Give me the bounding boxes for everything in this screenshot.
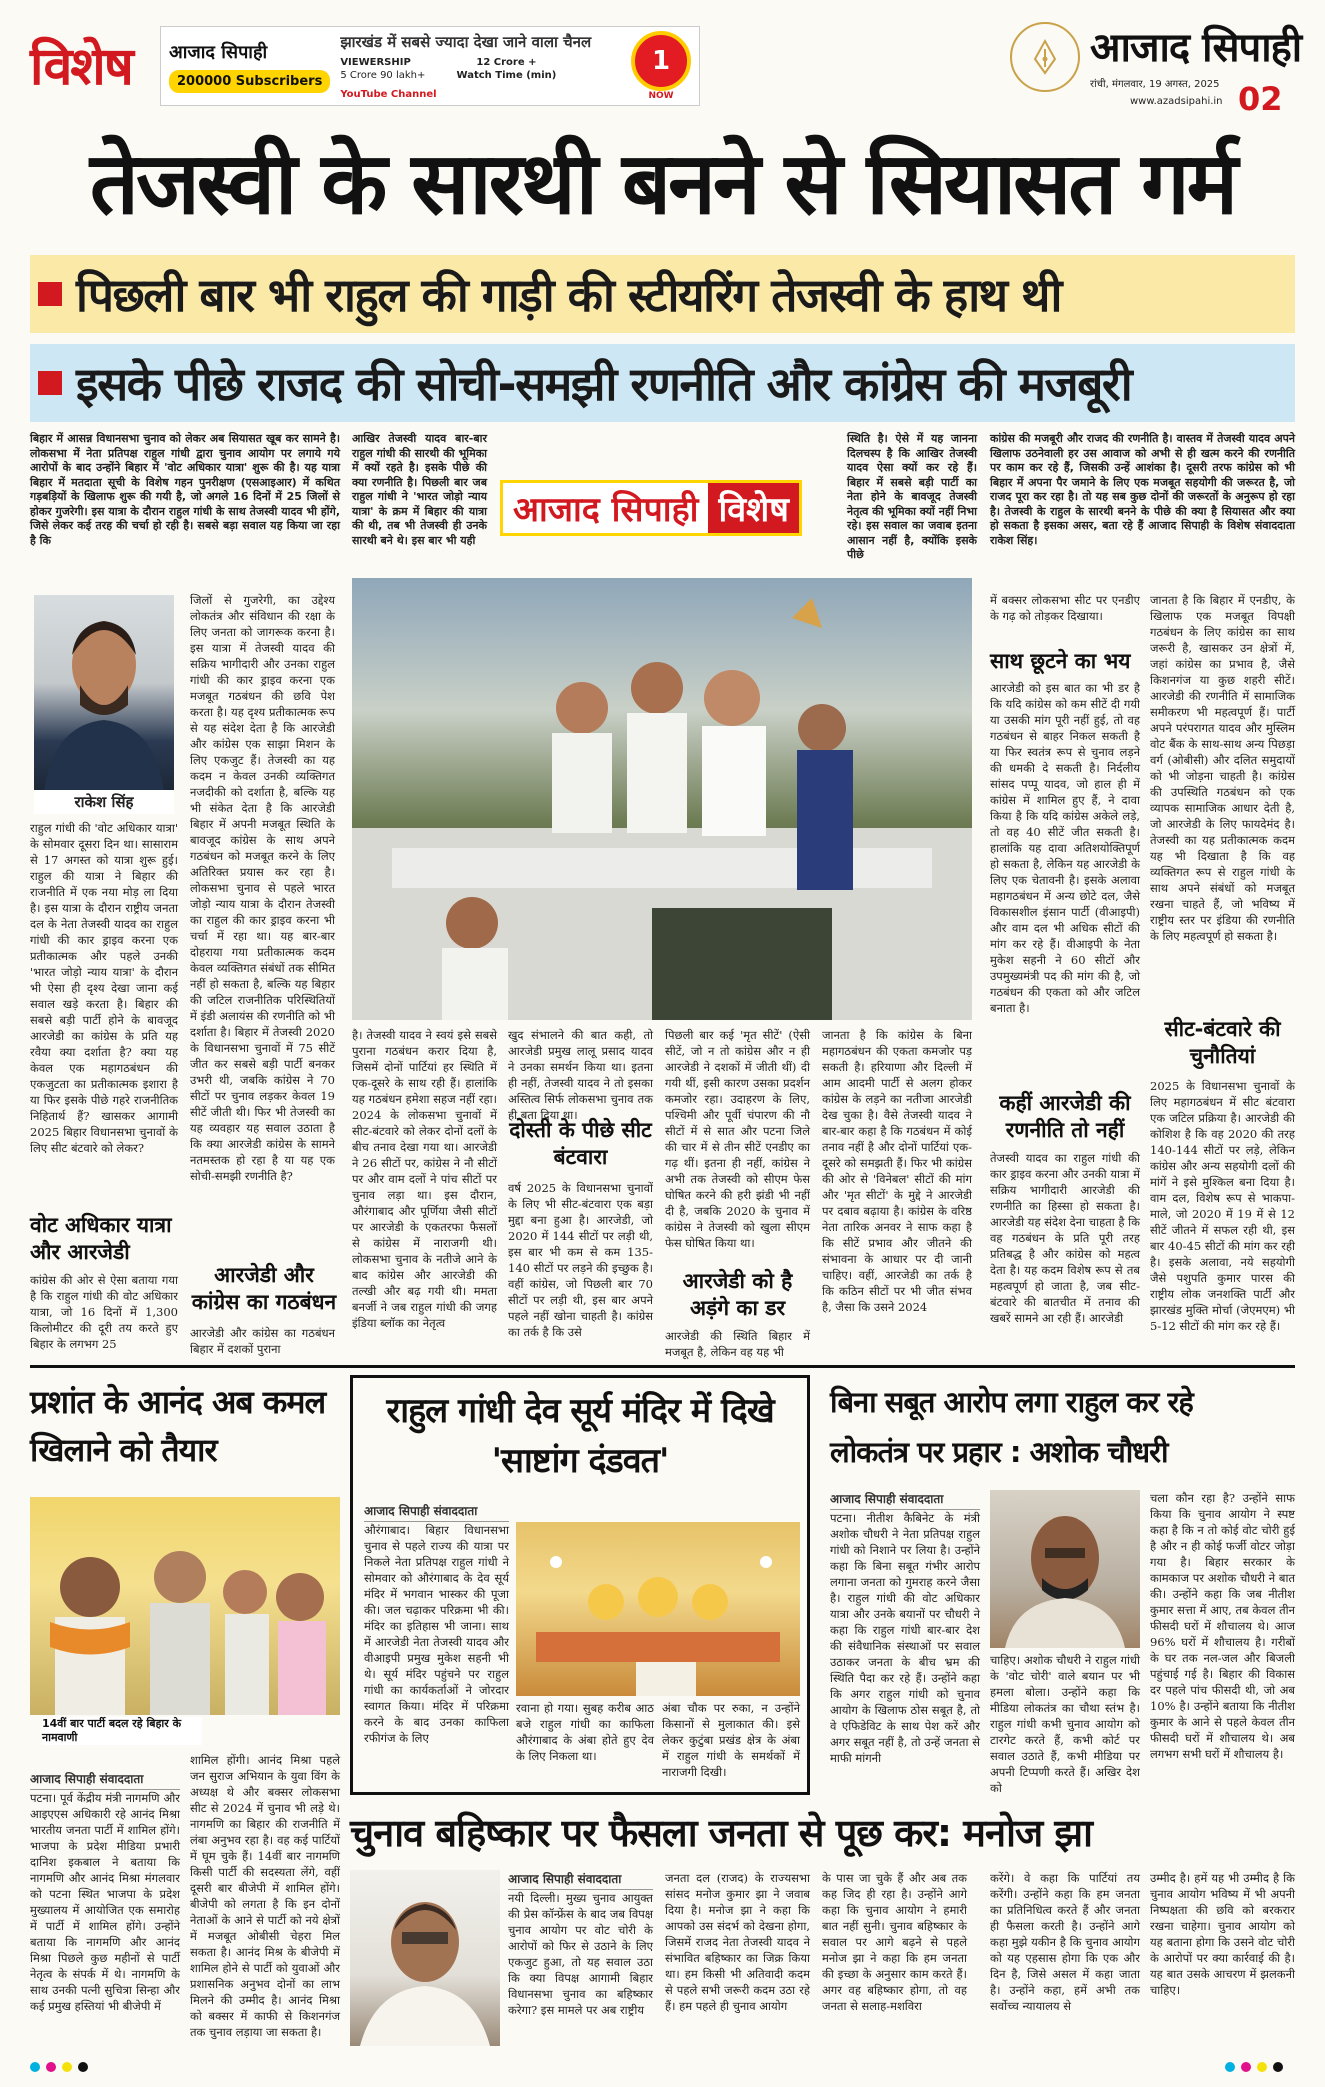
ad-brand: आजाद सिपाही [169, 41, 268, 63]
section-divider [30, 1365, 1295, 1368]
ashok-photo [990, 1490, 1140, 1648]
lead-mid-subhead3: आरजेडी को है अड़ंगे का डर [682, 1269, 793, 1320]
lead-mid-col1: है। तेजस्वी यादव ने स्वयं इसे सबसे पुराना गठबंधन करार दिया है, जिसमें दोनों पार्टियां हर स्थिति में एक-दूसरे के साथ रही हैं। हालांकि यह गठबंधन हमेशा सहज नहीं रहा। 2024 के लोकसभा चुनावों में सीट-बंटवारे को लेकर दोनों दलों के बीच तनाव देखा गया था। आरजेडी ने 26 सीटों पर, कांग्रेस ने नौ सीटों पर और वाम दलों ने पांच सीटों पर चुनाव लड़ा था। इस दौरान, औरंगाबाद और पूर्णिया जैसी सीटों पर आरजेडी के एकतरफा फैसलों से कांग्रेस में नाराजगी थी। लोकसभा चुनाव के नतीजे आने के बाद कांग्रेस और आरजेडी की तल्खी और बढ़ गयी थी। ममता बनर्जी ने जब राहुल गांधी की जगह इंडिया ब्लॉक का नेतृत्व [352, 1028, 497, 1330]
lead-right-subhead2: कहीं आरजेडी की रणनीति तो नहीं [999, 1091, 1131, 1142]
lead-right-subhead1: साथ छूटने का भय [990, 649, 1131, 673]
black-dot [1273, 2062, 1283, 2072]
rahul-temple-body2: रवाना हो गया। सुबह करीब आठ बजे राहुल गांधी का काफिला औरंगाबाद के अंबा होते हुए देव के लिए निकला था। [516, 1701, 654, 1763]
lead-right-col1b: आरजेडी को इस बात का भी डर है कि यदि कांग्रेस को कम सीटें दी गयी या उसकी मांग पूरी नहीं हुई, तो वह गठबंधन से बाहर निकल सकती है या फिर स्वतंत्र रूप से चुनाव लड़ने की धमकी दे सकती है। निर्दलीय सांसद पप्पू यादव, जो हाल ही में कांग्रेस में शामिल हुए हैं, ने दावा किया है कि यदि कांग्रेस अकेले लड़े, तो वह 40 सीटें जीत सकती है। हालांकि यह दावा अतिशयोक्तिपूर्ण हो सकता है, लेकिन यह आरजेडी के लिए एक चेतावनी है। इसके अलावा महागठबंधन में अन्य छोटे दल, जैसे विकासशील इंसान पार्टी (वीआइपी) और वाम दल भी अधिक सीटों की मांग कर रहे हैं। वीआइपी के नेता मुकेश सहनी ने 60 सीटों और उपमुख्यमंत्री पद की मांग की है, जो गठबंधन की एकता को और जटिल बनाता है। [990, 681, 1140, 1015]
lead-mid-subhead2: दोस्ती के पीछे सीट बंटवारा [509, 1118, 652, 1169]
lead-col1-body: राहुल गांधी की 'वोट अधिकार यात्रा' के सोमवार दूसरा दिन था। सासाराम से 17 अगस्त को यात्रा शुरू हुई। राहुल की यात्रा ने बिहार की राजनीति में एक नया मोड़ ला दिया है। इस यात्रा के दौरान राष्ट्रीय जनता दल के नेता तेजस्वी यादव का राहुल गांधी की कार ड्राइव करना एक प्रतीकात्मक और पहले उनकी 'भारत जोड़ो न्याय यात्रा' के दौरान भी ऐसा ही दृश्य देखा जाना कई सवाल खड़े करता है। बिहार की सबसे बड़ी पार्टी होने के बावजूद आरजेडी का कांग्रेस के प्रति यह रवैया क्या दर्शाता है? क्या यह केवल एक महागठबंधन की एकजुटता का प्रतीकात्मक इशारा है या फिर इसके पीछे गहरे राजनीतिक निहितार्थ हैं? खासकर आगामी 2025 बिहार विधानसभा चुनावों के लिए सीट बंटवारे को लेकर? [30, 821, 178, 1155]
author-photo [34, 595, 174, 790]
lead-col2-body: जिलों से गुजरेगी, का उद्देश्य लोकतंत्र और संविधान की रक्षा के लिए जनता को जागरूक करना है। इस यात्रा में तेजस्वी यादव की सक्रिय भागीदारी और उनका राहुल गांधी की कार ड्राइव करना एक मजबूत गठबंधन की छवि पेश करता है। यह दृश्य प्रतीकात्मक रूप से यह संदेश देता है कि आरजेडी और कांग्रेस एक साझा मिशन के लिए एकजुट हैं। तेजस्वी का यह कदम न केवल उनकी व्यक्तिगत नजदीकी को दर्शाता है, बल्कि यह भी संकेत देता है कि आरजेडी बिहार में अपनी मजबूत स्थिति के बावजूद कांग्रेस के साथ अपने गठबंधन को मजबूत करने के लिए अतिरिक्त प्रयास कर रहा है। लोकसभा चुनाव से पहले भारत जोड़ो न्याय यात्रा के दौरान तेजस्वी का राहुल की कार ड्राइव करना भी चर्चा में रहा था। यह बार-बार दोहराया गया प्रतीकात्मक कदम केवल व्यक्तिगत संबंधों तक सीमित नहीं हो सकता है, बल्कि यह बिहार की जटिल राजनीतिक परिस्थितियों में इंडी अलायंस की रणनीति को भी दर्शाता है। बिहार में तेजस्वी 2020 के विधानसभा चुनावों में 75 सीटें जीत कर सबसे बड़ी पार्टी बनकर उभरी थी, जबकि कांग्रेस ने 70 सीटों पर चुनाव लड़कर केवल 19 सीटें जीती थी। फिर भी तेजस्वी का यह व्यवहार यह सवाल उठाता है कि क्या आरजेडी कांग्रेस के सामने नतमस्तक हो रहा है या यह एक सोची-समझी रणनीति है? [190, 593, 335, 1183]
channel-advertisement: आजाद सिपाही 200000 Subscribers झारखंड में सबसे ज्यादा देखा जाने वाला चैनल VIEWERSHIP 5 Crore 90 lakh+ YouTube Channel 12 Crore + Watch Time (min) 1 NOW [160, 26, 700, 106]
temple-photo [516, 1522, 800, 1696]
lead-intro-3: स्थिति है। ऐसे में यह जानना दिलचस्प है कि आखिर तेजस्वी यादव ऐसा क्यों कर रहे हैं। बिहार में सबसे बड़ी पार्टी का नेता होने के बावजूद तेजस्वी नेतृत्व की भूमिका क्यों नहीं निभा रहे। इस सवाल का जवाब इतना आसान नहीं है, क्योंकि इसके पीछे [847, 432, 977, 561]
yellow-dot [62, 2062, 72, 2072]
rahul-temple-body: औरंगाबाद। बिहार विधानसभा चुनाव से पहले राज्य की यात्रा पर निकले नेता प्रतिपक्ष राहुल गांधी ने सोमवार को औरंगाबाद के देव सूर्य मंदिर में भगवान भास्कर की पूजा की। जल चढ़ाकर परिक्रमा भी की। मंदिर का इतिहास भी जाना। साथ में आरजेडी नेता तेजस्वी यादव और वीआइपी प्रमुख मुकेश सहनी भी थे। सूर्य मंदिर पहुंचने पर राहुल गांधी का कार्यकर्ताओं ने जोरदार स्वागत किया। मंदिर में परिक्रमा करने के बाद उनका काफिला रफीगंज के लिए [364, 1523, 509, 1745]
ashok-headline-2: लोकतंत्र पर प्रहार : अशोक चौधरी [830, 1435, 1168, 1469]
manoj-headline: चुनाव बहिष्कार पर फैसला जनता से पूछ कर: मनोज झा [350, 1811, 1092, 1855]
page-number: 02 [1238, 80, 1283, 118]
website: www.azadsipahi.in [1130, 96, 1223, 107]
newspaper-name: आजाद सिपाही [1090, 24, 1302, 71]
section-label [30, 22, 160, 112]
lead-right-col1: में बक्सर लोकसभा सीट पर एनडीए के गढ़ को तोड़कर दिखाया। [990, 593, 1140, 623]
dateline: रांची, मंगलवार, 19 अगस्त, 2025 [1090, 79, 1220, 90]
lead-col2-body2: आरजेडी और कांग्रेस का गठबंधन बिहार में दशकों पुराना [190, 1326, 335, 1356]
prashant-body2: शामिल होंगी। आनंद मिश्रा पहले जन सुराज अभियान के युवा विंग के अध्यक्ष थे और बक्सर लोकसभा सीट से 2024 में चुनाव भी लड़े थे। नागमणि का बिहार की राजनीति में लंबा अनुभव रहा है। वह कई पार्टियों में घूम चुके हैं। 14वीं बार नागमणि किसी पार्टी की सदस्यता लेंगे, वहीं दूसरी बार बीजेपी में शामिल होंगे। बीजेपी को लगता है कि इन दोनों नेताओं के आने से पार्टी को नये क्षेत्रों में मजबूत ओबीसी चेहरा मिल सकता है। आनंद मिश्र के बीजेपी में शामिल होने से पार्टी को युवाओं और प्रशासनिक अनुभव दोनों का लाभ मिलने की उम्मीद है। आनंद मिश्रा को बक्सर में काफी से किशनगंज तक चुनाव लड़ाया जा सकता है। [190, 1753, 340, 2039]
ashok-body2: चाहिए। अशोक चौधरी ने राहुल गांधी के 'वोट चोरी' वाले बयान पर भी हमला बोला। उन्होंने कहा कि मीडिया लोकतंत्र का चौथा स्तंभ है। राहुल गांधी कभी चुनाव आयोग को टारगेट करते हैं, कभी कोर्ट पर सवाल उठाते हैं, कभी मीडिया पर अपनी टिप्पणी करते हैं। अखिर देश को [990, 1653, 1140, 1795]
ad-subscribers: 200000 Subscribers [169, 70, 330, 93]
lead-deck-2 [30, 344, 1295, 422]
lead-mid-col3: पिछली बार कई 'मृत सीटें' (ऐसी सीटें, जो न तो कांग्रेस और न ही आरजेडी ने दशकों में जीती थीं) दी गयी थीं, इसी कारण उसका प्रदर्शन कमजोर रहा। उदाहरण के लिए, पश्चिमी और पूर्वी चंपारण की नौ सीटों में से सात और पटना जिले की चार में से तीन सीटें एनडीए का गढ़ थीं। इतना ही नहीं, कांग्रेस ने अभी तक तेजस्वी को सीएम फेस घोषित करने की हरी झंडी भी नहीं दी है, जबकि 2020 के चुनाव में कांग्रेस ने तेजस्वी को खुला सीएम फेस घोषित किया था। [665, 1028, 810, 1250]
lead-mid-col4: जानता है कि कांग्रेस के बिना महागठबंधन की एकता कमजोर पड़ सकती है। हरियाणा और दिल्ली में आम आदमी पार्टी से अलग होकर कांग्रेस के लड़ने का नतीजा आरजेडी देख चुका है। वैसे तेजस्वी यादव ने बार-बार कहा है कि गठबंधन में कोई तनाव नहीं है और दोनों पार्टियां एक-दूसरे को समझती हैं। फिर भी कांग्रेस की ओर से 'विनेबल' सीटों की मांग और 'मृत सीटों' के मुद्दे ने आरजेडी पर दबाव बढ़ाया है। कांग्रेस के वरिष्ठ नेता तारिक अनवर ने साफ कहा है कि सीटें प्रभाव और जीतने की संभावना के आधार पर दी जानी चाहिए। वहीं, आरजेडी का तर्क है कि कठिन सीटों पर भी जीत संभव है, जैसा कि उसने 2024 [822, 1028, 972, 1314]
black-dot [78, 2062, 88, 2072]
lead-intro-4: कांग्रेस की मजबूरी और राजद की रणनीति है। वास्तव में तेजस्वी यादव अपने खिलाफ उठनेवाली हर उस आवाज को अभी से ही खत्म करने की रणनीति पर काम कर रहे हैं, जिसकी उन्हें आशंका है। दूसरी तरफ कांग्रेस को भी बिहार में अपना पैर जमाने के लिए एक मजबूत सहयोगी की जरूरत है, जो राजद पूरा कर रहा है। तो यह सब कुछ दोनों की जरूरतों के अनुरूप हो रहा है। तेजस्वी के राहुल के सारथी बनने के पीछे की क्या है सियासत और क्या हो सकता है इसका असर, बता रहे हैं आजाद सिपाही के विशेष संवाददाता राकेश सिंह। [990, 432, 1295, 547]
manoj-col5: उम्मीद है। हमें यह भी उम्मीद है कि चुनाव आयोग भविष्य में भी अपनी निष्पक्षता की छवि को बरकरार रखना चाहेगा। चुनाव आयोग को यह बताना होगा कि उसने वोट चोरी के आरोपों पर क्या कार्रवाई की है। यह बात उसके आचरण में झलकनी चाहिए। [1150, 1871, 1295, 1997]
section-label-text: विशेष [30, 36, 132, 97]
special-badge [500, 480, 802, 536]
manoj-byline: आजाद सिपाही संवाददाता [508, 1870, 653, 1890]
lead-col2-subhead: आरजेडी और कांग्रेस का गठबंधन [191, 1263, 337, 1314]
ashok-byline: आजाद सिपाही संवाददाता [830, 1490, 980, 1510]
ashok-body: पटना। नीतीश कैबिनेट के मंत्री अशोक चौधरी ने नेता प्रतिपक्ष राहुल गांधी को निशाने पर लिया है। उन्होंने कहा कि बिना सबूत गंभीर आरोप लगाना जनता को गुमराह करने जैसा है। राहुल गांधी की वोट अधिकार यात्रा और उनके बयानों पर चौधरी ने कहा कि राहुल गांधी बार-बार देश की संवैधानिक संस्थाओं पर सवाल उठाकर जनता के बीच भ्रम की स्थिति पैदा कर रहे हैं। उन्होंने कहा कि अगर राहुल गांधी को चुनाव आयोग के खिलाफ ठोस सबूत है, तो वे एफिडेविट के साथ पेश करें और अगर सबूत नहीं है, तो उन्हें जनता से माफी मांगनी [830, 1511, 980, 1765]
lead-mid-col2: खुद संभालने की बात कही, तो आरजेडी प्रमुख लालू प्रसाद यादव ने उनका समर्थन किया था। इतना ही नहीं, तेजस्वी यादव ने तो इसका अस्तित्व सिर्फ लोकसभा चुनाव तक ही बता दिया था। [508, 1028, 653, 1122]
lead-right-subhead3: सीट-बंटवारे की चुनौतियां [1164, 1017, 1281, 1068]
registration-marks-right [1225, 2062, 1283, 2072]
lead-right-col1c: तेजस्वी यादव का राहुल गांधी की कार ड्राइव करना और उनकी यात्रा में सक्रिय भागीदारी आरजेडी की रणनीति का हिस्सा हो सकता है। आरजेडी यह संदेश देना चाहता है कि वह गठबंधन के प्रति पूरी तरह प्रतिबद्ध है और कांग्रेस को महत्व देता है। यह कदम विशेष रूप से तब महत्वपूर्ण हो जाता है, जब सीट-बंटवारे की बातचीत में तनाव की खबरें सामने आ रही हैं। आरजेडी [990, 1151, 1140, 1325]
lead-intro-2: आखिर तेजस्वी यादव बार-बार राहुल गांधी की सारथी की भूमिका में क्यों रहते है। इसके पीछे की क्या रणनीति है। पिछली बार जब राहुल गांधी ने 'भारत जोड़ो न्याय यात्रा' के क्रम में बिहार की यात्रा की थी, तब भी तेजस्वी ही उनके सारथी बने थे। इस बार भी यही [352, 432, 487, 547]
magenta-dot [46, 2062, 56, 2072]
manoj-col2: जनता दल (राजद) के राज्यसभा सांसद मनोज कुमार झा ने जवाब दिया है। मनोज झा ने कहा कि आपको उस संदर्भ को देखना होगा, जिसमें राजद नेता तेजस्वी यादव ने संभावित बहिष्कार का जिक्र किया था। हम किसी भी अतिवादी कदम से पहले सभी जरूरी कदम उठा रहे हैं। हम पहले ही चुनाव आयोग [665, 1871, 810, 2013]
lead-col1-subhead: वोट अधिकार यात्रा और आरजेडी [30, 1213, 172, 1264]
cyan-dot [1225, 2062, 1235, 2072]
lead-deck-1 [30, 255, 1295, 333]
lead-mid-col2b: वर्ष 2025 के विधानसभा चुनावों के लिए भी सीट-बंटवारा एक बड़ा मुद्दा बना हुआ है। आरजेडी, जो 2020 में 144 सीटों पर लड़ी थी, इस बार भी कम से कम 135-140 सीटों पर लड़ने की इच्छुक है। वहीं कांग्रेस, जो पिछली बार 70 सीटों पर लड़ी थी, इस बार अपने पहले नहीं खोना चाहती है। कांग्रेस का तर्क है कि उसे [508, 1181, 653, 1339]
prashant-byline: आजाद सिपाही संवाददाता [30, 1770, 180, 1790]
yellow-dot [1257, 2062, 1267, 2072]
magenta-dot [1241, 2062, 1251, 2072]
badge-paper-name: आजाद सिपाही [513, 490, 699, 530]
prashant-headline: प्रशांत के आनंद अब कमल खिलाने को तैयार [30, 1383, 326, 1469]
author-caption: राकेश सिंह [34, 790, 174, 814]
lead-right-col2: जानता है कि बिहार में एनडीए, के खिलाफ एक मजबूत विपक्षी गठबंधन के लिए कांग्रेस का साथ जरूरी है, खासकर उन क्षेत्रों में, जहां कांग्रेस का प्रभाव है, जैसे किशनगंज या कुछ शहरी सीटें। आरजेडी की रणनीति में सामाजिक समीकरण भी महत्वपूर्ण हैं। पार्टी अपने परंपरागत यादव और मुस्लिम वोट बैंक के साथ-साथ अन्य पिछड़ा वर्ग (ओबीसी) और दलित समुदायों को भी जोड़ना चाहती है। कांग्रेस की उपस्थिति गठबंधन को एक व्यापक सामाजिक आधार देती है, जो आरजेडी के लिए फायदेमंद है। तेजस्वी का यह प्रतीकात्मक कदम यह भी दिखाता है कि वह व्यक्तिगत रूप से राहुल गांधी के साथ अपने संबंधों को मजबूत रखना चाहते हैं, जो भविष्य में राष्ट्रीय स्तर पर इंडिया की रणनीति के लिए महत्वपूर्ण हो सकता है। [1150, 593, 1295, 943]
lead-right-col2b: 2025 के विधानसभा चुनावों के लिए महागठबंधन में सीट बंटवारा एक जटिल प्रक्रिया है। आरजेडी की कोशिश है कि वह 2020 की तरह 140-144 सीटों पर लड़े, लेकिन कांग्रेस और अन्य सहयोगी दलों की मांगें ने इसे मुश्किल बना दिया है। वाम दल, विशेष रूप से भाकपा-माले, जो 2020 में 19 में से 12 सीटें जीतने में सफल रही थी, इस बार 40-45 सीटों की मांग कर रही है। इसके अलावा, नये सहयोगी जैसे पशुपति कुमार पारस की राष्ट्रीय लोक जनशक्ति पार्टी और झारखंड मुक्ति मोर्चा (जेएमएम) भी 5-12 सीटों की मांग कर रहे हैं। [1150, 1079, 1295, 1333]
lead-col1-body2: कांग्रेस की ओर से ऐसा बताया गया है कि राहुल गांधी की वोट अधिकार यात्रा, जो 16 दिनों में 1,300 किलोमीटर की दूरी तय करते हुए बिहार के लगभग 25 [30, 1273, 178, 1351]
manoj-col4: करेंगे। वे कहा कि पार्टियां तय करेंगी। उन्होंने कहा कि हम जनता का प्रतिनिधित्व करते हैं और जनता ही फैसला करती है। उन्होंने आगे कहा मुझे यकीन है कि चुनाव आयोग को यह एहसास होगा कि एक और दिन है, जिसे असल में कहा जाता है। उन्होंने कहा, हमें अभी तक सर्वोच्च न्यायालय से [990, 1871, 1140, 2013]
pen-nib-logo-icon [1010, 22, 1080, 92]
bullet-square-icon [38, 371, 62, 395]
rahul-temple-headline: राहुल गांधी देव सूर्य मंदिर में दिखे 'साष्टांग दंडवत' [386, 1391, 774, 1481]
lead-intro-1: बिहार में आसन्न विधानसभा चुनाव को लेकर अब सियासत खूब कर सामने है। लोकसभा में नेता प्रतिपक्ष राहुल गांधी द्वारा चुनाव आयोग पर लगाये गये आरोपों के बाद उन्होंने बिहार में 'वोट अधिकार यात्रा' शुरू की है। यह यात्रा बिहार में मतदाता सूची के विशेष गहन पुनरीक्षण (एसआइआर) में कथित गड़बड़ियों के खिलाफ शुरू की गयी है, जो अगले 16 दिनों में 25 जिलों से होकर गुजरेगी। इस यात्रा के दौरान राहुल गांधी के साथ तेजस्वी यादव भी होंगे, जिसे लेकर कई तरह की चर्चा हो रही है। सबसे बड़ा सवाल यह किया जा रहा है कि [30, 432, 340, 547]
manoj-col1: नयी दिल्ली। मुख्य चुनाव आयुक्त की प्रेस कॉन्फ्रेंस के बाद जब विपक्ष चुनाव आयोग पर वोट चोरी के आरोपों को फिर से उठाने के लिए एकजुट हुआ, तो यह सवाल उठा कि क्या विपक्ष आगामी बिहार विधानसभा चुनाव का बहिष्कार करेगा? इस मामले पर अब राष्ट्रीय [508, 1891, 653, 2017]
registration-marks-left [30, 2062, 88, 2072]
rahul-temple-byline: आजाद सिपाही संवाददाता [364, 1502, 509, 1522]
manoj-photo [350, 1870, 500, 2046]
prashant-body: पटना। पूर्व केंद्रीय मंत्री नागमणि और आइएएस अधिकारी रहे आनंद मिश्रा भारतीय जनता पार्टी में शामिल होंगे। भाजपा के प्रदेश मीडिया प्रभारी दानिश इकबाल ने बताया कि नागमणि और आनंद मिश्रा मंगलवार को पटना स्थित भाजपा के प्रदेश मुख्यालय में आयोजित एक समारोह में पार्टी में शामिल होंगे। उन्होंने बताया कि नागमणि और आनंद मिश्रा पिछले कुछ महीनों से पार्टी नेतृत्व के संपर्क में थे। नागमणि के साथ उनकी पत्नी सुचित्रा सिन्हा और कई प्रमुख हस्तियां भी बीजेपी में [30, 1791, 180, 2013]
deck-1-text: पिछली बार भी राहुल की गाड़ी की स्टीयरिंग तेजस्वी के हाथ थी [76, 268, 1061, 322]
lead-headline: तेजस्वी के सारथी बनने से सियासत गर्म [89, 133, 1236, 234]
deck-2-text: इसके पीछे राजद की सोची-समझी रणनीति और कांग्रेस की मजबूरी [76, 357, 1132, 411]
award-seal-icon: 1 [631, 31, 691, 91]
lead-mid-col3b: आरजेडी की स्थिति बिहार में मजबूत है, लेकिन वह यह भी [665, 1329, 810, 1359]
ad-watch-time: 12 Crore + Watch Time (min) [456, 56, 557, 81]
ashok-headline-1: बिना सबूत आरोप लगा राहुल कर रहे [830, 1385, 1193, 1419]
yatra-photo [352, 578, 972, 1020]
ad-viewership: VIEWERSHIP 5 Crore 90 lakh+ YouTube Channel [340, 56, 437, 100]
bullet-square-icon [38, 282, 62, 306]
ashok-body3: चला कौन रहा है? उन्होंने साफ किया कि चुनाव आयोग ने स्पष्ट कहा है कि न तो कोई वोट चोरी हुई है और न ही कोई फर्जी वोटर जोड़ा गया है। बिहार सरकार के कामकाज पर अशोक चौधरी ने बात की। उन्होंने कहा कि जब नीतीश कुमार सत्ता में आए, तब केवल तीन फीसदी घरों में शौचालय थे। आज 96% घरों में शौचालय है। गरीबों के घर तक नल-जल और बिजली पहुंचाई गई है। बिहार की विकास दर पहले पांच फीसदी थी, जो अब 10% है। उन्होंने बताया कि नीतीश कुमार के आने से पहले केवल तीन फीसदी घरों में शौचालय थे। अब लगभग सभी घरों में शौचालय है। [1150, 1491, 1295, 1761]
prashant-photo [30, 1497, 340, 1715]
youtube-icon: YouTube Channel [340, 88, 437, 100]
prashant-photo-caption: 14वीं बार पार्टी बदल रहे बिहार के नामवाणी [42, 1717, 202, 1745]
badge-vishesh: विशेष [708, 483, 798, 533]
ad-tagline: झारखंड में सबसे ज्यादा देखा जाने वाला चैनल [340, 32, 592, 51]
rahul-temple-body3: अंबा चौक पर रुका, न उन्होंने किसानों से मुलाकात की। इसे लेकर कुटुंबा प्रखंड क्षेत्र के अंबा में राहुल गांधी के समर्थकों में नाराजगी दिखी। [662, 1701, 800, 1779]
cyan-dot [30, 2062, 40, 2072]
manoj-col3: के पास जा चुके हैं और अब तक कह जिद ही रहा है। उन्होंने आगे कहा कि चुनाव आयोग ने हमारी बात नहीं सुनी। चुनाव बहिष्कार के सवाल पर आगे बढ़ने से पहले मनोज झा ने कहा कि हम जनता की इच्छा के अनुसार काम करते हैं। अगर वह बहिष्कार होगा, तो वह जनता से सलाह-मशविरा [822, 1871, 967, 2013]
